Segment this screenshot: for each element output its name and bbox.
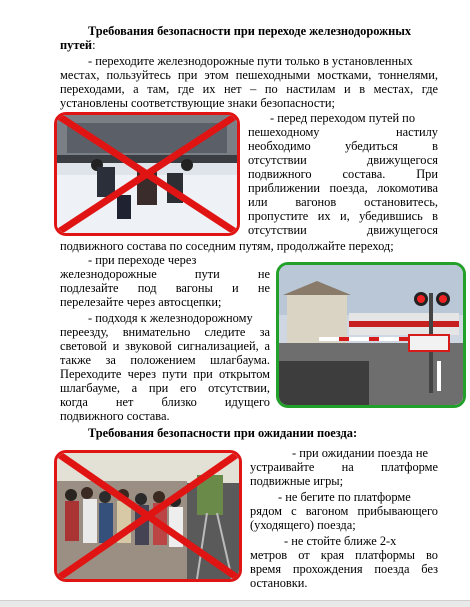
section1-heading [88,24,411,38]
right-line-1: - перед переходом путей по [270,111,416,125]
right-line-9: отсутствии движущегося [248,223,438,237]
left-line-1: - при переходе через [88,253,197,267]
full-line: подвижного состава по соседним путям, продолжайте переход; [60,239,394,253]
right-line-4: отсутствии движущегося [248,153,438,167]
left-line-4: перелезайте через автосцепки; [60,295,222,309]
left-line-8: также за положением шлагбаума. [60,353,270,367]
left-line-9: Переходите через пути при открытом [60,367,270,381]
s2-right-line-2: устраивайте на платформе [250,460,438,474]
left-line-5: - подходя к железнодорожному [88,311,253,325]
section1-heading-text: Требования безопасности при переходе железнодорожных [88,24,412,38]
s2-right-line-10: остановки. [250,576,308,590]
s2-right-line-9: время прохождения поезда без [250,562,438,576]
right-line-2: пешеходному настилу [248,125,438,139]
left-line-2: железнодорожные пути не [60,267,270,281]
right-line-8: пропустите их и, убедившись в [248,209,438,223]
para-line-1: - переходите железнодорожные пути только в установленных [88,54,413,68]
left-line-6: переезду, внимательно следите за [60,325,270,339]
para-line-2: местах, пользуйтесь при этом пешеходными мостками, тоннелями, [60,68,438,82]
left-line-10: шлагбауме, а при его отсутствии, [60,381,270,395]
railway-crossing-photo [276,262,466,408]
left-line-11: когда нет близко идущего [60,395,270,409]
section1-heading-colon-end: : [92,38,96,52]
section1-heading-cont: путей: [60,38,96,52]
left-line-3: подлезайте под вагоны и не [60,281,270,295]
prohibited-photo-under-train [54,112,240,236]
left-line-12: подвижного состава. [60,409,170,423]
right-line-7: или вагонов остановитесь, [248,195,438,209]
railway-crossing-barrier-photo-icon [279,265,463,405]
s2-right-line-7: - не стойте ближе 2-х [284,534,397,548]
right-line-6: приближении поезда, локомотива [248,181,438,195]
s2-right-line-8: метров от края платформы во [250,548,438,562]
section2-heading: Требования безопасности при ожидании поезда: [88,426,358,440]
para-line-3: переходами, а там, где их нет – по настилам и в местах, где [60,82,438,96]
s2-right-line-3: подвижные игры; [250,474,344,488]
right-line-5: подвижного состава. При [248,167,438,181]
para-line-4: установлены соответствующие знаки безопасности; [60,96,335,110]
people-crawling-under-train-photo-icon [57,115,237,233]
prohibited-photo-platform [54,450,242,582]
right-line-3: необходимо убедиться в [248,139,438,153]
s2-right-line-5: рядом с вагоном прибывающего [250,504,438,518]
left-line-7: световой и звуковой сигнализацией, а [60,339,270,353]
crowded-platform-photo-icon [57,453,239,579]
s2-right-line-1: - при ожидании поезда не [292,446,428,460]
s2-right-line-6: (уходящего) поезда; [250,518,356,532]
s2-right-line-4: - не бегите по платформе [278,490,411,504]
